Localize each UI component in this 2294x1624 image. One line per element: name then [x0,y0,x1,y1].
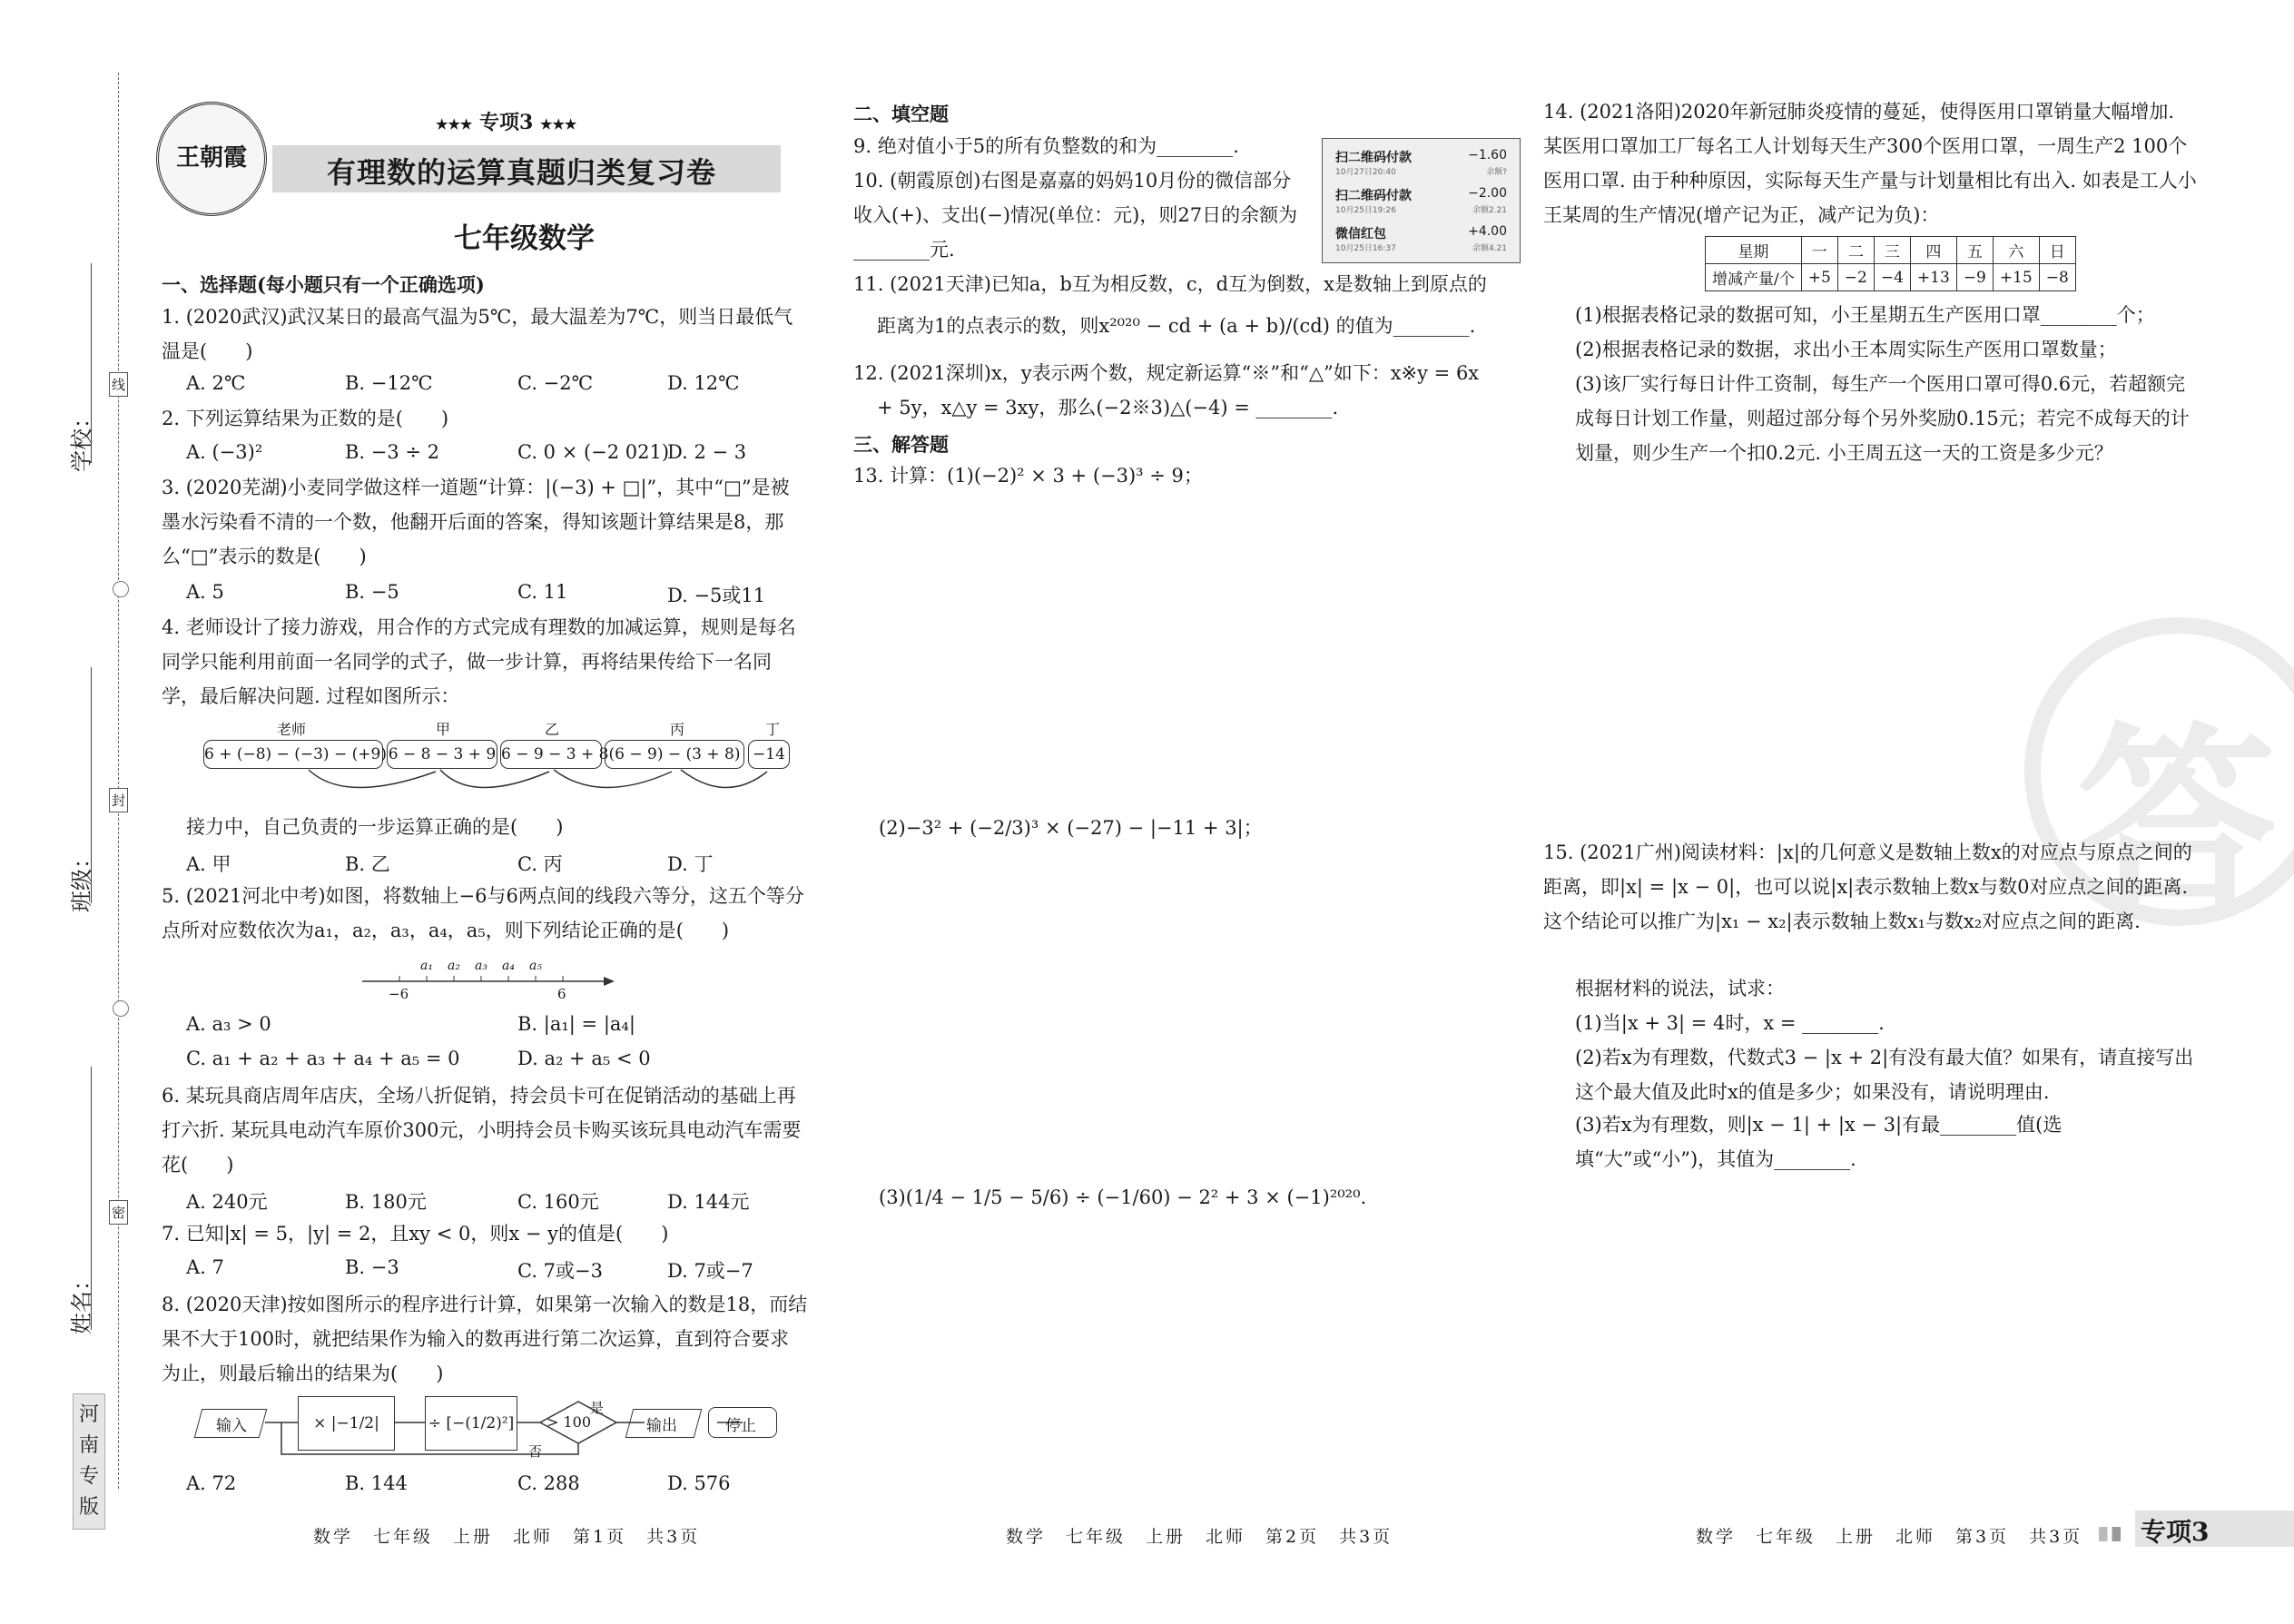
table-row [1706,264,2076,291]
brand-seal-text: 王朝霞 [175,144,247,172]
q6-option-d[interactable]: D. 144元 [667,1191,750,1213]
q7-option-a[interactable]: A. 7 [186,1256,224,1278]
q15-part1: (1)当|x + 3| = 4时，x = ________. [1575,1012,1885,1034]
table-cell: 增减产量/个 [1706,264,1802,291]
flow-condition-label: > 100 [546,1413,592,1431]
q2-text: 2. 下列运算结果为正数的是( ) [162,408,449,429]
class-label: 班级： [69,847,94,912]
relay-label-yi: 乙 [545,721,560,738]
q7-options [186,1256,803,1289]
q11-line2: 距离为1的点表示的数，则x²⁰²⁰ − cd + (a + b)/(cd) 的值为________. [877,315,1476,337]
q8-option-b[interactable]: B. 144 [345,1472,408,1494]
page-subtitle: 七年级数学 [454,222,595,255]
flow-stop-label: 停止 [725,1417,756,1435]
q1-option-d[interactable]: D. 12℃ [667,372,740,394]
q14-part3: (3)该厂实行每日计件工资制，每生产一个医用口罩可得0.6元，若超额完成每日计划工作量，则超过部分每个另外奖励0.15元；若完不成每天的计划量，则少生产一个扣0.2元. 小王周五这一天的工资是多少元？ [1575,373,2190,464]
q1-option-b[interactable]: B. −12℃ [345,372,433,394]
q15-part3: (3)若x为有理数，则|x − 1| + |x − 3|有最________值(选填“大”或“小”)，其值为________. [1575,1114,2063,1170]
q12-line2: + 5y，x△y = 3xy，那么(−2※3)△(−4) = ________. [877,397,1339,418]
class-line [91,667,92,903]
q11-line1: 11. (2021天津)已知a，b互为相反数，c，d互为倒数，x是数轴上到原点的 [853,273,1487,295]
flow-input-label: 输入 [216,1417,247,1435]
q1-option-c[interactable]: C. −2℃ [517,372,594,394]
topic-badge [436,107,576,135]
table-cell: 星期 [1706,237,1802,264]
q5-options-row1 [186,1013,803,1046]
table-cell: −8 [2039,264,2075,291]
q14-text: 14. (2021洛阳)2020年新冠肺炎疫情的蔓延，使得医用口罩销量大幅增加. 某医用口罩加工厂每名工人计划每天生产300个医用口罩，一周生产2 100个医用口罩. 由于种种原因，实际每天生产量与计划量相比有出入. 如表是工人小王某周的生产情况(增产记为正，减产记为负)： [1543,101,2197,226]
section-fill: 二、填空题 [853,103,949,125]
punch-hole-bottom [113,1000,129,1017]
q13-part3: (3)(1/4 − 1/5 − 5/6) ÷ (−1/60) − 2² + 3 × (−1)²⁰²⁰. [879,1186,1367,1208]
q6-option-c[interactable]: C. 160元 [517,1191,599,1213]
q15-part2: (2)若x为有理数，代数式3 − |x + 2|有没有最大值？如果有，请直接写出这个最大值及此时x的值是多少；如果没有，请说明理由. [1575,1047,2194,1103]
stars-left-icon: ★★★ [436,116,473,133]
payment-title-2: 扫二维码付款 [1335,189,1412,203]
q8-options [186,1472,803,1505]
table-cell: 六 [1993,237,2039,264]
flow-yes-label: 是 [590,1400,605,1416]
q5-option-c[interactable]: C. a₁ + a₂ + a₃ + a₄ + a₅ = 0 [186,1048,460,1069]
q14-part1: (1)根据表格记录的数据可知，小王星期五生产医用口罩________个； [1575,304,2155,326]
table-cell: 一 [1801,237,1837,264]
section-choice: 一、选择题(每小题只有一个正确选项) [162,273,485,296]
relay-arrow-4 [681,770,767,788]
payment-title-1: 扫二维码付款 [1335,151,1412,165]
q2-option-b[interactable]: B. −3 ÷ 2 [345,441,440,463]
q2-option-a[interactable]: A. (−3)² [186,441,263,463]
q4-text: 4. 老师设计了接力游戏，用合作的方式完成有理数的加减运算，规则是每名同学只能利用前面一名同学的式子，做一步计算，再将结果传给下一名同学，最后解决问题. 过程如图所示： [162,616,796,707]
q5-text: 5. (2021河北中考)如图，将数轴上−6与6两点间的线段六等分，这五个等分点所对应数依次为a₁，a₂，a₃，a₄，a₅，则下列结论正确的是( ) [162,885,804,941]
q4-options [186,850,803,882]
q7-option-c[interactable]: C. 7或−3 [517,1260,603,1282]
q3-option-b[interactable]: B. −5 [345,581,399,603]
table-cell: +15 [1993,264,2039,291]
punch-hole-top [113,581,129,597]
relay-label-jia: 甲 [436,721,451,738]
payment-balance-2: 余额2.21 [1472,206,1507,215]
flow-output-label: 输出 [646,1417,677,1435]
table-cell: +5 [1801,264,1837,291]
stars-right-icon: ★★★ [540,116,577,133]
axis-label-6: 6 [557,986,566,1002]
relay-box-ding: −14 [748,740,790,769]
flow-step2-box: ÷ [−(1/2)²] [425,1396,517,1451]
payment-date-1: 10月27日20:40 [1335,168,1396,177]
q5-options-row2 [186,1048,803,1080]
q4-option-d[interactable]: D. 丁 [667,853,714,875]
q13-part2: (2)−3² + (−2/3)³ × (−27) − |−11 + 3|； [879,817,1263,839]
footer-page-2: 数学 七年级 上册 北师 第2页 共3页 [1006,1527,1393,1547]
q2-options [186,441,803,474]
q8-option-a[interactable]: A. 72 [186,1472,237,1494]
q5-option-b[interactable]: B. |a₁| = |a₄| [517,1013,635,1035]
name-line [91,1067,92,1330]
footer-decor-squares [2099,1527,2128,1541]
table-row [1706,237,2076,264]
table-cell: −2 [1837,264,1874,291]
payment-balance-3: 余额4.21 [1472,244,1507,253]
region-tag: 河南专版 [73,1393,105,1530]
q8-option-d[interactable]: D. 576 [667,1472,731,1494]
relay-box-yi: 6 − 9 − 3 + 8 [500,740,602,769]
q8-option-c[interactable]: C. 288 [517,1472,580,1494]
table-cell: 五 [1956,237,1993,264]
table-cell: 二 [1837,237,1874,264]
q6-option-a[interactable]: A. 240元 [186,1191,268,1213]
relay-box-teacher: 6 + (−8) − (−3) − (+9) [203,740,383,769]
q3-option-a[interactable]: A. 5 [186,581,224,603]
axis-label-a5: a₅ [529,959,542,973]
footer-badge-label: 专项3 [2141,1517,2210,1547]
production-table [1705,236,2076,291]
binding-line [118,73,119,1489]
q3-option-d[interactable]: D. −5或11 [667,585,766,606]
q5-option-a[interactable]: A. a₃ > 0 [186,1013,271,1035]
q4-option-b[interactable]: B. 乙 [345,853,390,875]
payment-date-2: 10月25日19:26 [1335,206,1396,215]
table-cell: 日 [2039,237,2075,264]
relay-box-bing: (6 − 9) − (3 + 8) [605,740,744,769]
table-cell: −4 [1874,264,1910,291]
relay-arrow-1 [309,770,436,788]
axis-label-a3: a₃ [475,959,487,973]
q10-text: 10. (朝霞原创)右图是嘉嘉的妈妈10月份的微信部分收入(+)、支出(−)情况(单位：元)，则27日的余额为________元. [853,170,1298,261]
bind-mark-line: 线 [109,372,128,397]
table-cell: +13 [1910,264,1956,291]
bind-mark-seal: 封 [109,788,128,812]
q7-option-b[interactable]: B. −3 [345,1256,399,1278]
payment-amount-1: −1.60 [1468,148,1507,162]
q8-text: 8. (2020天津)按如图所示的程序进行计算，如果第一次输入的数是18，而结果不大于100时，就把结果作为输入的数再进行第二次运算，直到符合要求为止，则最后输出的结果为( ) [162,1294,808,1384]
q6-text: 6. 某玩具商店周年店庆，全场八折促销，持会员卡可在促销活动的基础上再打六折. 某玩具电动汽车原价300元，小明持会员卡购买该玩具电动汽车需要花( ) [162,1085,802,1176]
table-cell: 三 [1874,237,1910,264]
q15-text: 15. (2021广州)阅读材料：|x|的几何意义是数轴上数x的对应点与原点之间的距离，即|x| = |x − 0|，也可以说|x|表示数轴上数x与数0对应点之间的距离. 这个结论可以推广为|x₁ − x₂|表示数轴上数x₁与数x₂对应点之间的距离. [1543,842,2192,932]
q4-option-c[interactable]: C. 丙 [517,853,563,875]
q5-option-d[interactable]: D. a₂ + a₅ < 0 [517,1048,651,1069]
school-label: 学校： [69,407,94,472]
q6-option-b[interactable]: B. 180元 [345,1191,427,1213]
q15-ask: 根据材料的说法，试求： [1575,978,1785,999]
relay-box-jia: 6 − 8 − 3 + 9 [387,740,497,769]
flow-step1-box: × |−1/2| [298,1396,395,1451]
table-cell: 四 [1910,237,1956,264]
flow-no-label: 否 [528,1443,543,1460]
brand-seal-logo [156,102,267,216]
name-label: 姓名： [69,1269,94,1334]
q13-part1: 13. 计算：(1)(−2)² × 3 + (−3)³ ÷ 9； [853,465,1203,487]
page-title: 有理数的运算真题归类复习卷 [327,155,717,190]
q1-option-a[interactable]: A. 2℃ [186,372,246,394]
q2-option-c[interactable]: C. 0 × (−2 021) [517,441,670,463]
q4-option-a[interactable]: A. 甲 [186,853,231,875]
q3-text: 3. (2020芜湖)小麦同学做这样一道题“计算：|(−3) + □|”，其中“□”是被墨水污染看不清的一个数，他翻开后面的答案，得知该题计算结果是8，那么“□”表示的数是( ) [162,477,790,567]
payment-title-3: 微信红包 [1335,227,1386,241]
axis-label-minus6: −6 [389,986,409,1002]
school-line [91,263,92,463]
q1-text: 1. (2020武汉)武汉某日的最高气温为5℃，最大温差为7℃，则当日最低气温是( ) [162,306,793,362]
footer-page-3: 数学 七年级 上册 北师 第3页 共3页 [1696,1527,2083,1547]
payment-amount-3: +4.00 [1468,224,1507,239]
axis-label-a1: a₁ [420,959,433,973]
q7-text: 7. 已知|x| = 5，|y| = 2，且xy < 0，则x − y的值是( ) [162,1223,669,1245]
relay-arrows [200,768,799,812]
q9-text: 9. 绝对值小于5的所有负整数的和为________. [853,135,1239,157]
q1-options [186,372,803,405]
relay-label-teacher: 老师 [277,721,307,738]
payment-date-3: 10月25日16:37 [1335,244,1396,253]
table-cell: −9 [1956,264,1993,291]
relay-label-bing: 丙 [670,721,685,738]
q6-options [186,1187,803,1220]
relay-arrow-3 [554,770,672,788]
section-answer: 三、解答题 [853,433,949,456]
q3-options [186,581,803,614]
wechat-payment-panel [1322,138,1521,263]
bind-mark-secret: 密 [109,1200,128,1225]
relay-arrow-2 [440,770,549,788]
payment-balance-1: 余额? [1486,168,1507,177]
q14-part2: (2)根据表格记录的数据，求出小王本周实际生产医用口罩数量； [1575,339,2117,360]
axis-label-a2: a₂ [448,959,460,973]
number-line-arrowhead [604,977,615,986]
axis-label-a4: a₄ [502,959,515,973]
topic-badge-label: 专项3 [479,111,534,134]
q3-option-c[interactable]: C. 11 [517,581,568,603]
relay-label-ding: 丁 [765,721,781,738]
payment-amount-2: −2.00 [1468,186,1507,201]
footer-page-1: 数学 七年级 上册 北师 第1页 共3页 [313,1527,701,1547]
q7-option-d[interactable]: D. 7或−7 [667,1260,753,1282]
q2-option-d[interactable]: D. 2 − 3 [667,441,747,463]
q12-line1: 12. (2021深圳)x，y表示两个数，规定新运算“※”和“△”如下：x※y = 6x [853,362,1480,384]
q4-tail: 接力中，自己负责的一步运算正确的是( ) [186,816,564,838]
watermark-glyph: 答 [2077,703,2278,938]
